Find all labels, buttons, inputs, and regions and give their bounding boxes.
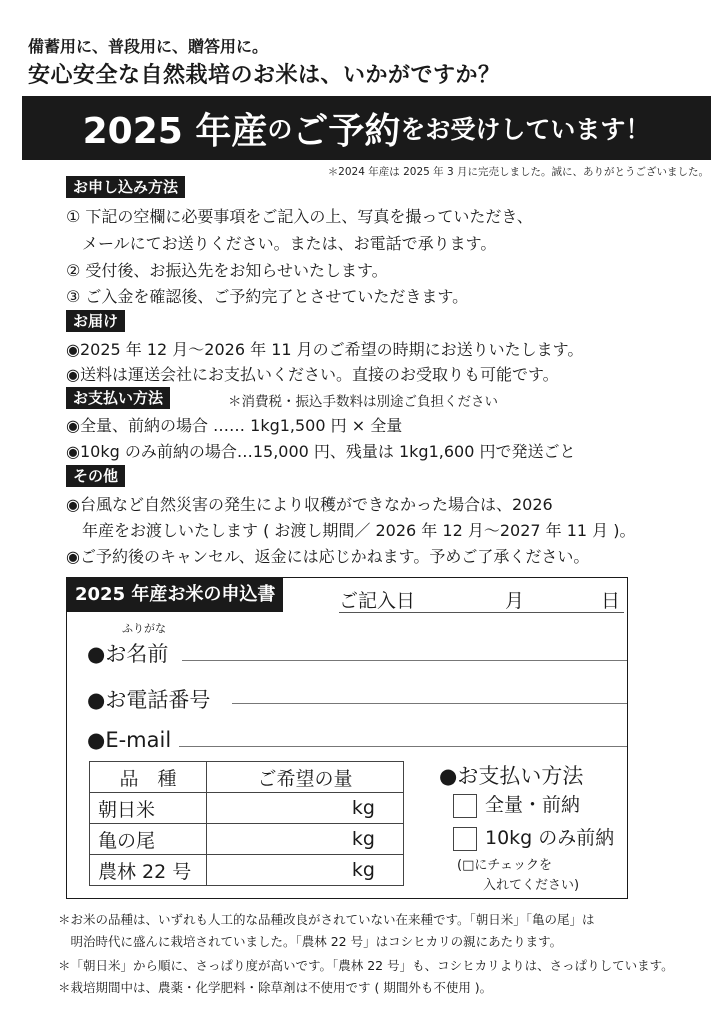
quantity-input[interactable]: kg xyxy=(207,824,404,855)
intro-headline: 安心安全な自然栽培のお米は、いかがですか？ xyxy=(28,63,501,88)
email-label: ●E-mail xyxy=(87,728,172,752)
checkbox-note: 入れてください) xyxy=(483,878,580,893)
section-header-delivery: お届け xyxy=(66,310,125,332)
banner-accepting: をお受けしています！ xyxy=(400,115,651,144)
name-label: ●お名前 xyxy=(87,642,169,666)
furigana-label: ふりがな xyxy=(122,622,166,635)
section-header-payment: お支払い方法 xyxy=(66,387,170,409)
month-label: 月 xyxy=(505,590,525,612)
other-line: ◉台風など自然災害の発生により収穫ができなかった場合は、2026 xyxy=(66,495,553,514)
intro-line-1: 備蓄用に、普段用に、贈答用に。 xyxy=(28,37,269,56)
apply-line: ① 下記の空欄に必要事項をご記入の上、写真を撮っていただき、 xyxy=(66,207,533,226)
delivery-line: ◉2025 年 12 月〜2026 年 11 月のご希望の時期にお送りいたします。 xyxy=(66,340,584,359)
variety-name: 朝日米 xyxy=(90,793,207,824)
table-header-row xyxy=(90,762,404,793)
reservation-banner xyxy=(22,96,711,160)
phone-label: ●お電話番号 xyxy=(87,688,211,712)
variety-name: 農林 22 号 xyxy=(90,855,207,886)
apply-line: ③ ご入金を確認後、ご予約完了とさせていただきます。 xyxy=(66,287,469,306)
section-header-other: その他 xyxy=(66,465,125,487)
pay-option-label: 10kg のみ前納 xyxy=(485,827,615,849)
section-header-apply: お申し込み方法 xyxy=(66,176,185,198)
banner-reservation: ご予約 xyxy=(292,110,401,152)
footnote: ＊お米の品種は、いずれも人工的な品種改良がされていない在来種です。「朝日米」「亀の尾」は xyxy=(58,912,595,927)
form-title: 2025 年産お米の申込書 xyxy=(67,578,283,612)
checkbox[interactable] xyxy=(453,827,477,851)
variety-name: 亀の尾 xyxy=(90,824,207,855)
payment-line: ◉10kg のみ前納の場合…15,000 円、残量は 1kg1,600 円で発送ごと xyxy=(66,442,576,461)
phone-field[interactable] xyxy=(232,703,627,704)
pay-option-label: 全量・前納 xyxy=(485,794,581,816)
other-line: 年産をお渡しいたします ( お渡し期間／ 2026 年 12 月〜2027 年 11 月 )。 xyxy=(66,521,636,540)
sold-out-note: ＊2024 年産は 2025 年 3 月に完売しました。誠に、ありがとうございました。 xyxy=(327,166,709,178)
table-row xyxy=(90,824,404,855)
banner-year: 2025 年産 xyxy=(82,110,268,152)
delivery-line: ◉送料は運送会社にお支払いください。直接のお受取りも可能です。 xyxy=(66,365,559,384)
email-field[interactable] xyxy=(179,746,627,747)
footnote: 明治時代に盛んに栽培されていました。「農林 22 号」はコシヒカリの親にあたります。 xyxy=(58,934,563,949)
name-field[interactable] xyxy=(182,660,627,661)
checkbox[interactable] xyxy=(453,794,477,818)
table-row xyxy=(90,793,404,824)
variety-header: 品 種 xyxy=(90,762,207,793)
pay-option-10kg[interactable] xyxy=(453,823,614,851)
checkbox-note: (□にチェックを xyxy=(457,858,552,873)
date-input-line[interactable] xyxy=(339,612,624,613)
day-label: 日 xyxy=(601,590,621,612)
date-label: ご記入日 xyxy=(339,590,416,612)
tax-note: ＊消費税・振込手数料は別途ご負担ください xyxy=(228,394,498,410)
rice-order-table xyxy=(89,761,404,886)
application-form xyxy=(66,577,628,899)
quantity-input[interactable]: kg xyxy=(207,793,404,824)
table-row xyxy=(90,855,404,886)
pay-option-full[interactable] xyxy=(453,790,580,818)
apply-line: メールにてお送りください。または、お電話で承ります。 xyxy=(66,234,497,253)
payment-method-label: ●お支払い方法 xyxy=(439,764,584,788)
quantity-input[interactable]: kg xyxy=(207,855,404,886)
footnote: ＊「朝日米」から順に、さっぱり度が高いです。「農林 22 号」も、コシヒカリよりは、さっぱりしています。 xyxy=(58,958,674,973)
banner-no: の xyxy=(267,115,293,144)
footnote: ＊栽培期間中は、農薬・化学肥料・除草剤は不使用です ( 期間外も不使用 )。 xyxy=(58,980,493,995)
quantity-header: ご希望の量 xyxy=(207,762,404,793)
payment-line: ◉全量、前納の場合 …… 1kg1,500 円 × 全量 xyxy=(66,416,403,435)
other-line: ◉ご予約後のキャンセル、返金には応じかねます。予めご了承ください。 xyxy=(66,547,590,566)
apply-line: ② 受付後、お振込先をお知らせいたします。 xyxy=(66,261,388,280)
